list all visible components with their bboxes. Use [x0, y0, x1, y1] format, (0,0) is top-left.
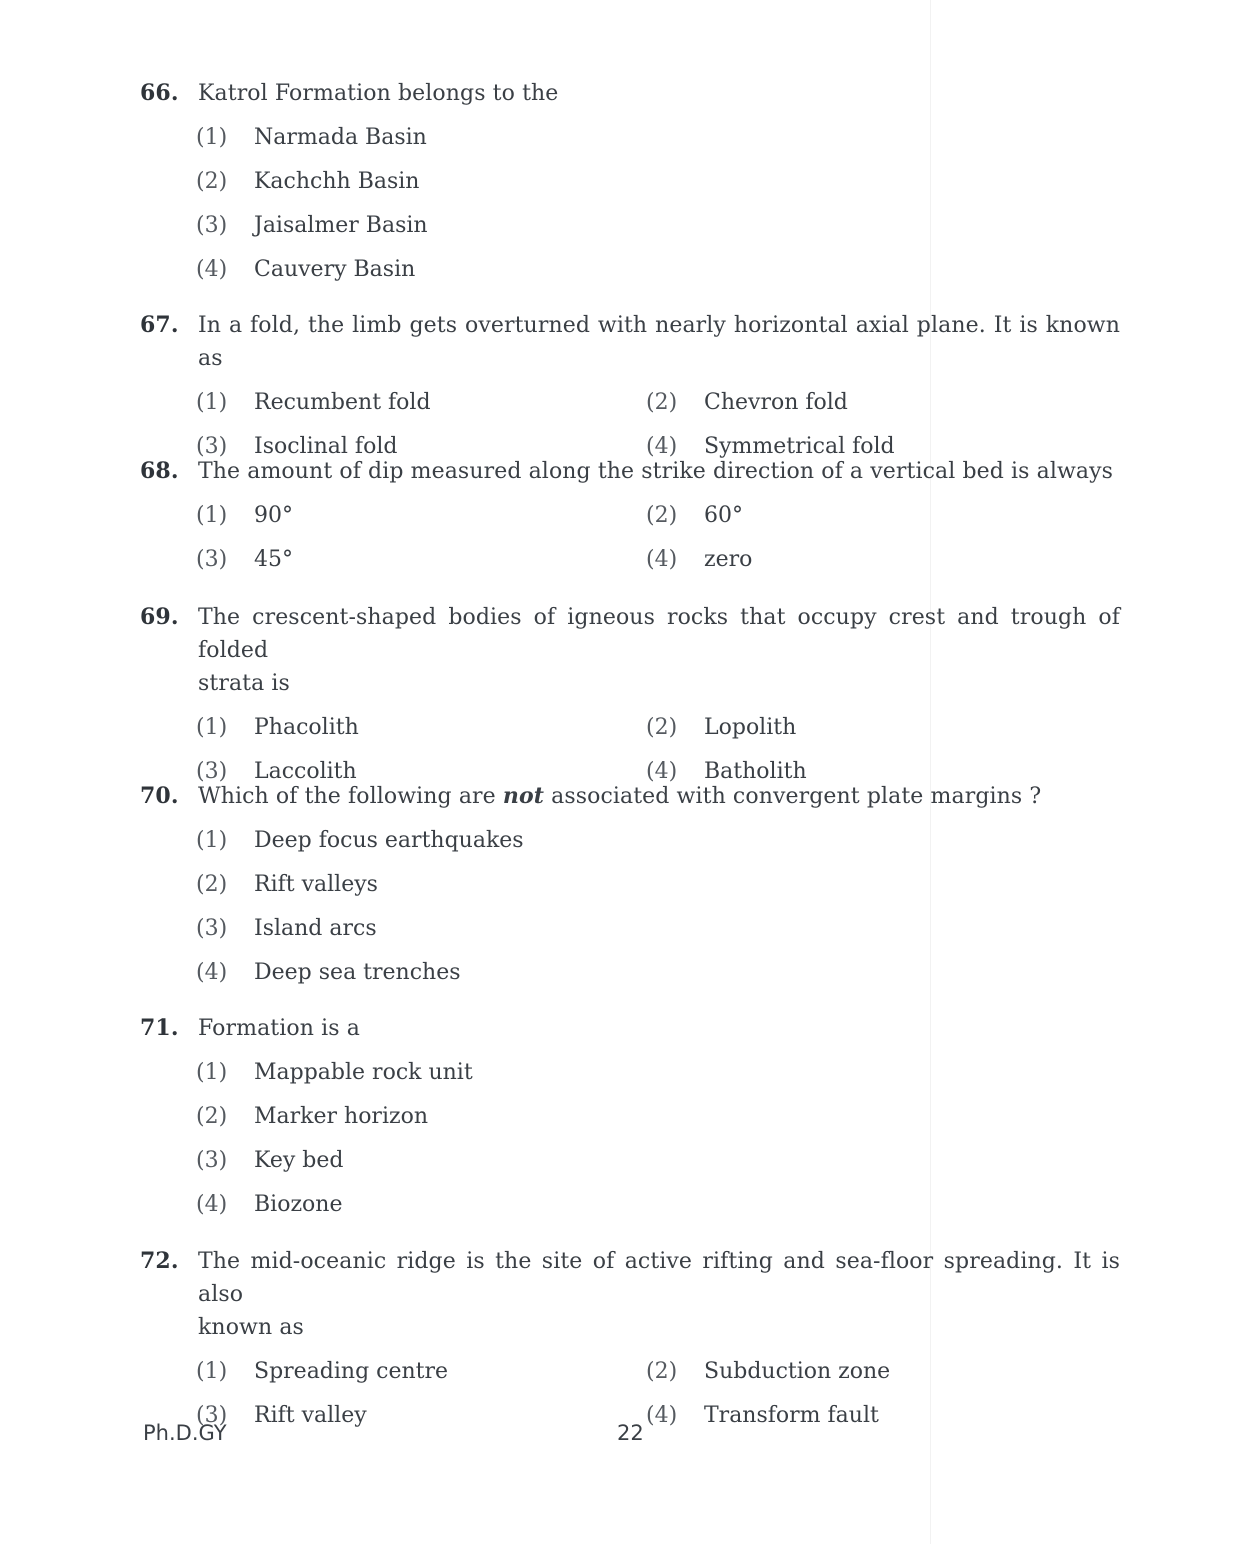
question-text: In a fold, the limb gets overturned with nearly horizontal axial plane. It is known as — [198, 313, 1120, 371]
option-2[interactable]: (2) Chevron fold — [646, 390, 848, 415]
option-2[interactable]: (2) Rift valleys — [196, 872, 378, 897]
options-grid — [196, 1355, 1120, 1443]
question-text: The amount of dip measured along the strike direction of a vertical bed is always — [198, 459, 1114, 484]
question-stem — [140, 455, 1120, 488]
option-4[interactable]: (4) zero — [646, 547, 753, 572]
options-list — [196, 824, 1120, 1000]
option-4[interactable]: (4) Batholith — [646, 759, 807, 784]
option-2[interactable]: (2) Subduction zone — [646, 1359, 891, 1384]
option-3[interactable]: (3) 45° — [196, 547, 293, 572]
question-70 — [140, 780, 1120, 1000]
question-number: 68. — [140, 458, 179, 484]
option-4[interactable]: (4) Cauvery Basin — [196, 257, 416, 282]
question-stem — [140, 1012, 1120, 1045]
question-number: 70. — [140, 783, 179, 809]
emphasis-not: not — [502, 783, 545, 809]
question-text-line-2: strata is — [198, 671, 290, 696]
option-3[interactable]: (3) Laccolith — [196, 759, 357, 784]
question-71 — [140, 1012, 1120, 1232]
question-number: 66. — [140, 80, 179, 106]
question-67 — [140, 309, 1120, 474]
option-1[interactable]: (1) Deep focus earthquakes — [196, 828, 524, 853]
page-number: 22 — [617, 1421, 644, 1445]
question-stem — [140, 309, 1120, 375]
question-66 — [140, 77, 1120, 297]
option-1[interactable]: (1) Recumbent fold — [196, 390, 431, 415]
option-2[interactable]: (2) Lopolith — [646, 715, 797, 740]
option-4[interactable]: (4) Symmetrical fold — [646, 434, 895, 459]
option-3[interactable]: (3) Key bed — [196, 1148, 344, 1173]
question-stem — [140, 601, 1120, 700]
option-4[interactable]: (4) Biozone — [196, 1192, 343, 1217]
question-text: Formation is a — [198, 1016, 360, 1041]
option-3[interactable]: (3) Island arcs — [196, 916, 377, 941]
option-1[interactable]: (1) 90° — [196, 503, 293, 528]
options-grid — [196, 499, 1120, 587]
question-69 — [140, 601, 1120, 799]
question-stem — [140, 1245, 1120, 1344]
option-1[interactable]: (1) Mappable rock unit — [196, 1060, 473, 1085]
question-text-line-1: The mid-oceanic ridge is the site of active rifting and sea-floor spreading. It is also — [198, 1249, 1120, 1307]
question-number: 69. — [140, 604, 179, 630]
option-1[interactable]: (1) Spreading centre — [196, 1359, 449, 1384]
option-1[interactable]: (1) Narmada Basin — [196, 125, 427, 150]
question-number: 71. — [140, 1015, 179, 1041]
option-2[interactable]: (2) 60° — [646, 503, 743, 528]
option-3[interactable]: (3) Isoclinal fold — [196, 434, 398, 459]
paper-code: Ph.D.GY — [143, 1421, 227, 1445]
question-text: Katrol Formation belongs to the — [198, 81, 559, 106]
question-stem — [140, 780, 1120, 813]
question-68 — [140, 455, 1120, 587]
option-2[interactable]: (2) Kachchh Basin — [196, 169, 420, 194]
question-text: Which of the following are not associated with convergent plate margins ? — [198, 783, 1042, 809]
question-stem — [140, 77, 1120, 110]
option-1[interactable]: (1) Phacolith — [196, 715, 359, 740]
question-72 — [140, 1245, 1120, 1443]
options-list — [196, 121, 1120, 297]
question-number: 67. — [140, 312, 179, 338]
question-text-line-1: The crescent-shaped bodies of igneous rocks that occupy crest and trough of folded — [198, 605, 1120, 663]
option-4[interactable]: (4) Transform fault — [646, 1403, 879, 1428]
question-text-line-2: known as — [198, 1315, 304, 1340]
question-number: 72. — [140, 1248, 179, 1274]
options-list — [196, 1056, 1120, 1232]
option-3[interactable]: (3) Jaisalmer Basin — [196, 213, 428, 238]
option-3[interactable]: (3) Rift valley — [196, 1403, 367, 1428]
option-4[interactable]: (4) Deep sea trenches — [196, 960, 461, 985]
option-2[interactable]: (2) Marker horizon — [196, 1104, 428, 1129]
